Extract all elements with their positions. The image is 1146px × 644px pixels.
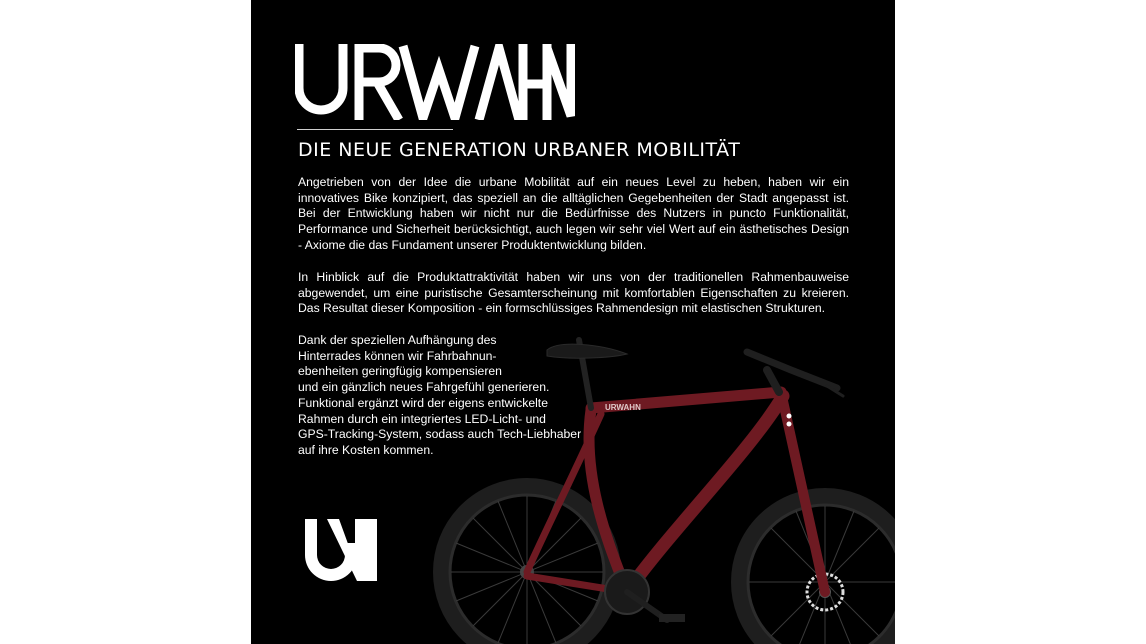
text-line: ebenheiten geringfügig kompensieren xyxy=(298,364,502,379)
text-line: Dank der speziellen Aufhängung des xyxy=(298,333,497,347)
headline: DIE NEUE GENERATION URBANER MOBILITÄT xyxy=(298,139,741,161)
paragraph-intro: Angetrieben von der Idee die urbane Mobilität auf ein neues Level zu heben, haben wir ein innovatives Bike konzipiert, das speziell an die alltäglichen Gegebenheiten der Stadt angepasst ist. Bei der Entwicklung haben wir nicht nur die Bedürfnisse des Nutzers in puncto Funktionalität, Performance und Sicherheit berücksichtigt, auch legen wir sehr viel Wert auf ein ästhetisches Design - Axiome die das Fundament unserer Produktentwicklung bilden. xyxy=(298,175,849,252)
brochure-panel xyxy=(251,0,895,644)
text-line: Rahmen durch ein integriertes LED-Licht- und xyxy=(298,411,546,426)
urwahn-wordmark-logo xyxy=(295,44,575,120)
text-line: Funktional ergänzt wird der eigens entwickelte xyxy=(298,395,548,410)
led-light-icon xyxy=(787,422,792,427)
saddle xyxy=(547,344,627,358)
text-line: und ein gänzlich neues Fahrgefühl generieren. xyxy=(298,380,550,395)
text-line: GPS-Tracking-System, sodass auch Tech-Liebhaber xyxy=(298,427,582,442)
text-line: Hinterrades können wir Fahrbahnun- xyxy=(298,348,497,363)
urwahn-monogram-icon xyxy=(305,519,377,581)
frame-label: URWAHN xyxy=(605,403,641,412)
led-light-icon xyxy=(787,414,792,419)
urwahn-bike-image xyxy=(431,330,895,644)
text-line: auf ihre Kosten kommen. xyxy=(298,442,434,457)
divider-line xyxy=(297,129,453,130)
paragraph-design: In Hinblick auf die Produktattraktivität haben wir uns von der traditionellen Rahmenbauweise abgewendet, um eine puristische Gesamterscheinung mit komfortablen Eigenschaften zu kreieren. Das Resultat dieser Komposition - ein formschlüssiges Rahmendesign mit elastischen Strukturen. xyxy=(298,270,849,316)
crankset xyxy=(605,570,685,622)
